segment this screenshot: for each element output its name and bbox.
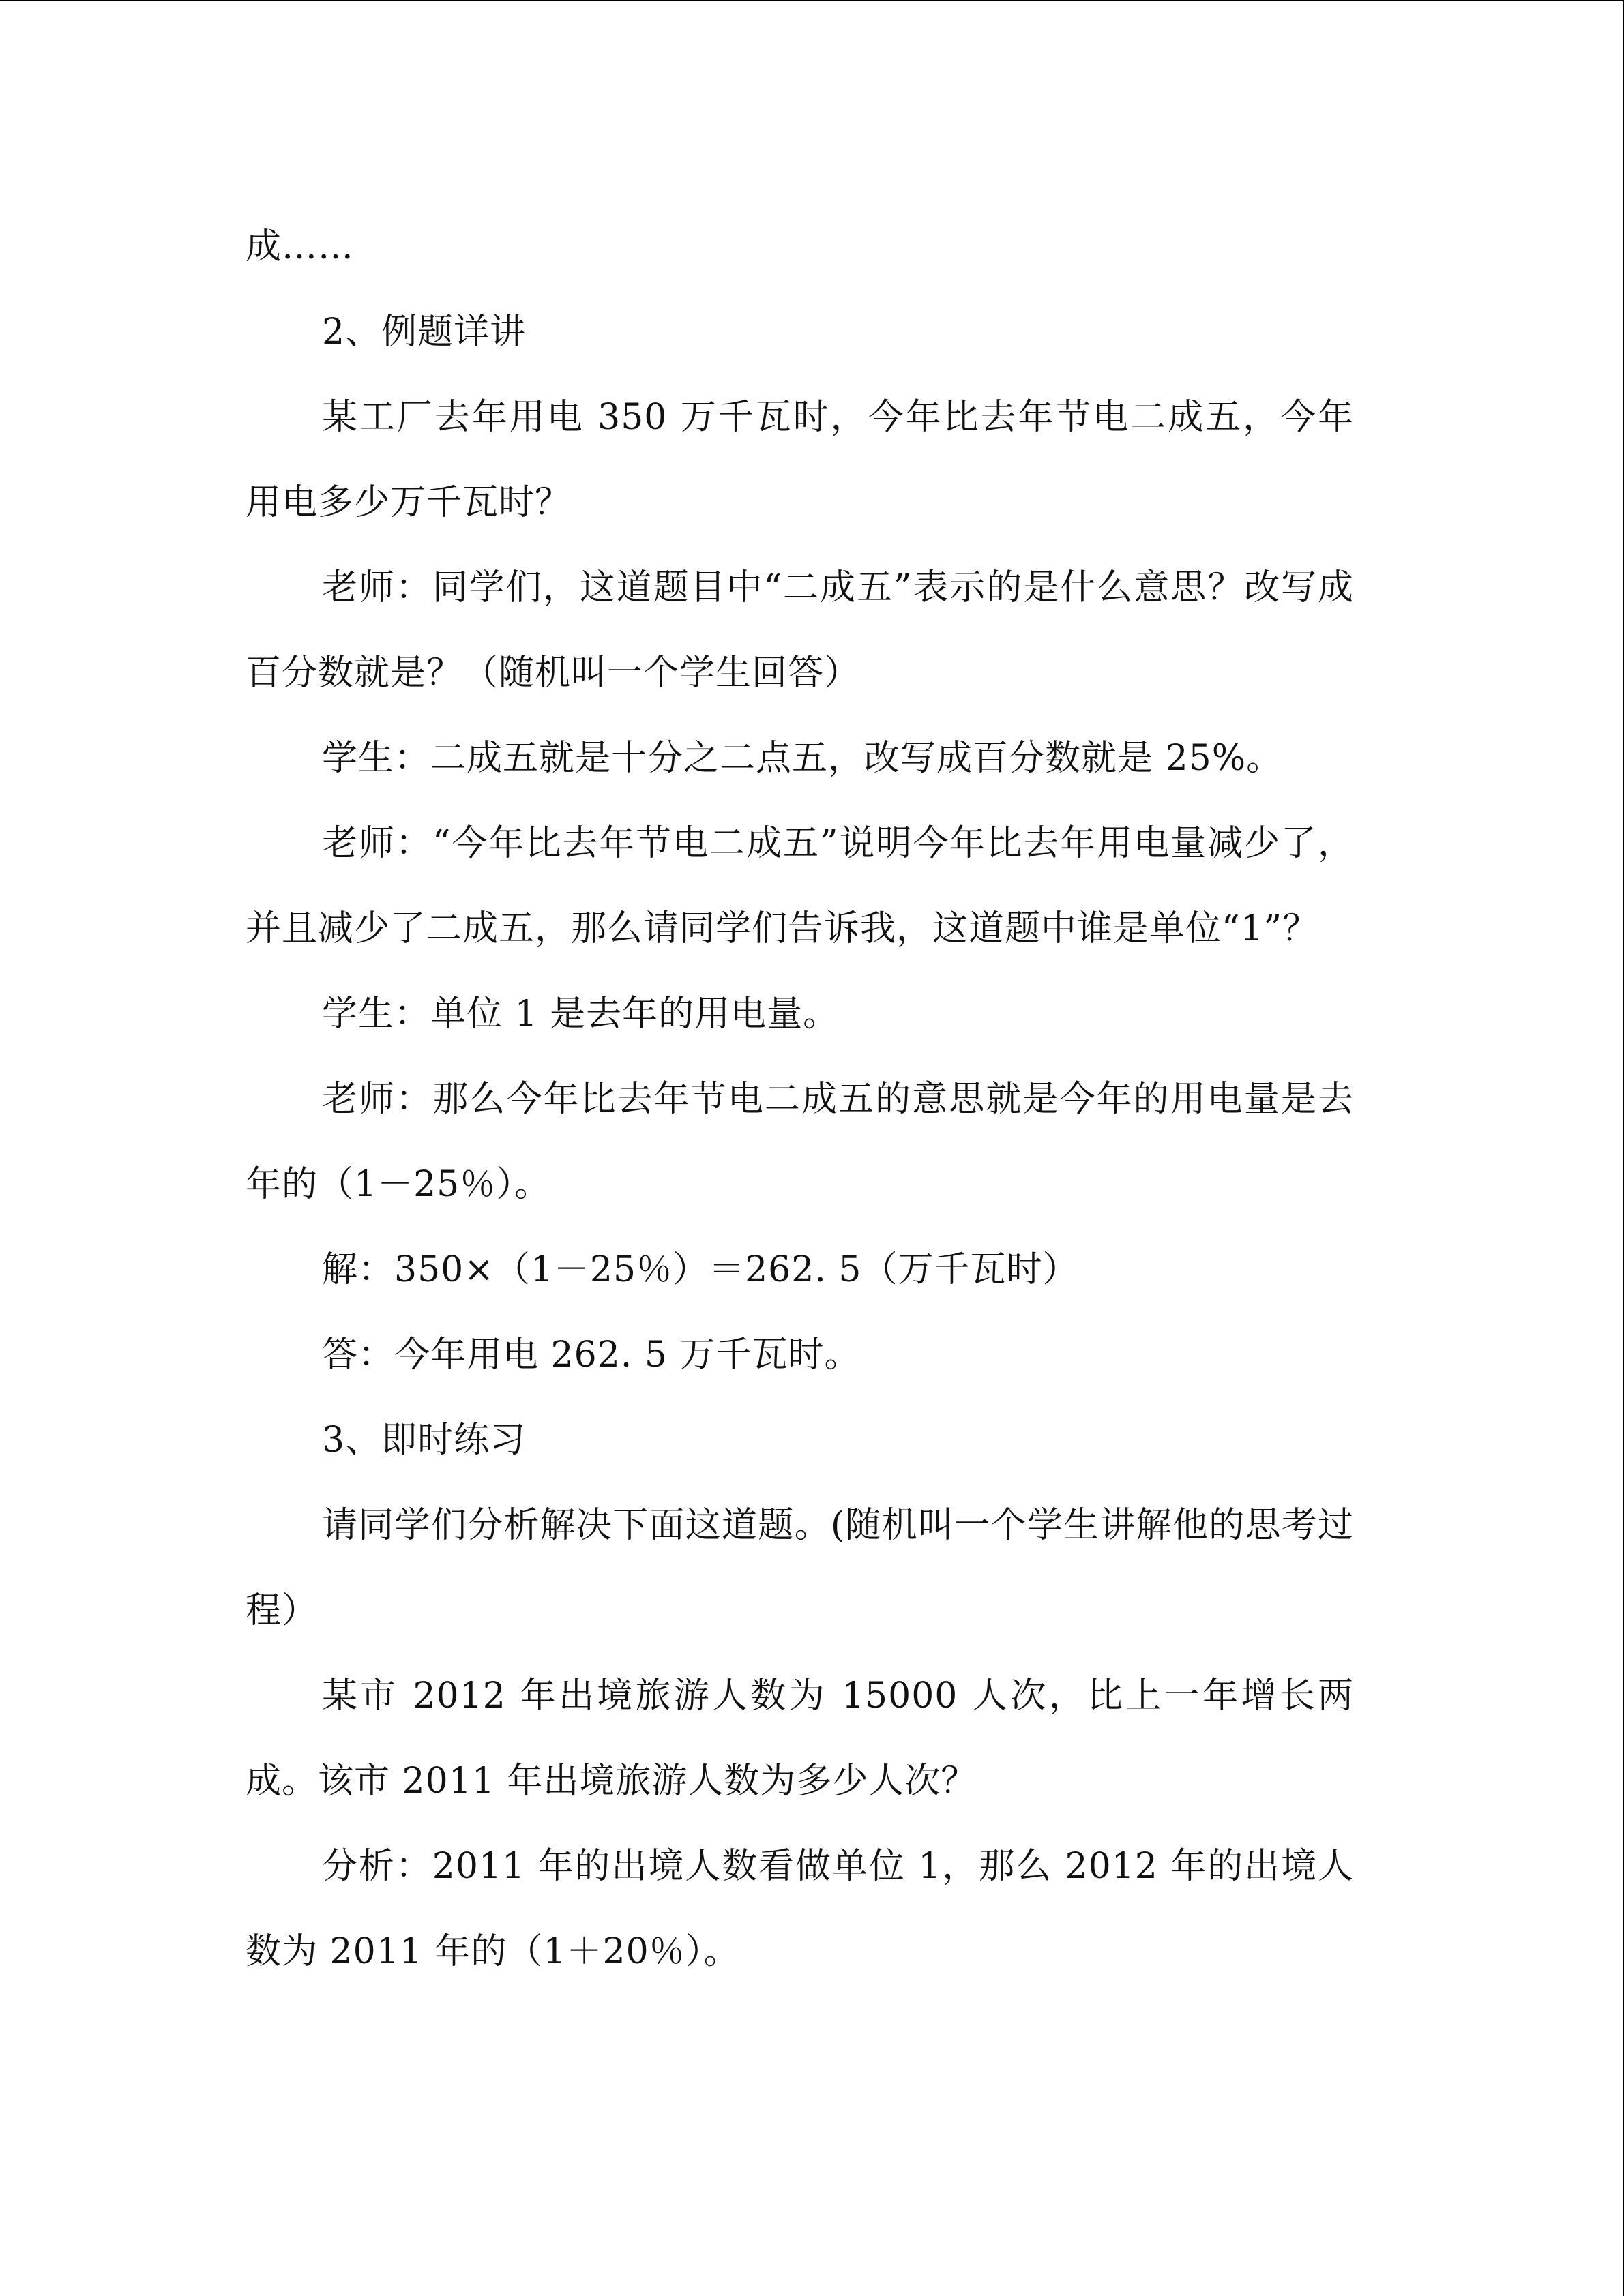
dialogue-teacher-unit-question: 老师：“今年比去年节电二成五”说明今年比去年用电量减少了，并且减少了二成五，那么请同学们告诉我，这道题中谁是单位“1”？ [246, 823, 1354, 949]
document-body [246, 205, 1354, 1995]
dialogue-teacher-question: 老师：同学们，这道题目中“二成五”表示的是什么意思？改写成百分数就是？（随机叫一个学生回答） [246, 567, 1354, 694]
dialogue-student-unit-answer: 学生：单位 1 是去年的用电量。 [322, 994, 840, 1034]
practice-problem: 某市 2012 年出境旅游人数为 15000 人次，比上一年增长两成。该市 2011 年出境旅游人数为多少人次？ [246, 1675, 1354, 1802]
dialogue-student-answer: 学生：二成五就是十分之二点五，改写成百分数就是 25%。 [322, 738, 1283, 779]
section-heading-example: 2、例题详讲 [322, 312, 527, 353]
dialogue-teacher-explanation: 老师：那么今年比去年节电二成五的意思就是今年的用电量是去年的（1－25％）。 [246, 1079, 1354, 1205]
practice-instruction: 请同学们分析解决下面这道题。(随机叫一个学生讲解他的思考过程） [246, 1505, 1354, 1631]
section-heading-practice: 3、即时练习 [322, 1420, 527, 1461]
paragraph-continuation: 成…… [246, 226, 355, 267]
practice-analysis: 分析：2011 年的出境人数看做单位 1，那么 2012 年的出境人数为 2011 年的（1＋20％）。 [246, 1846, 1354, 1972]
solution-line: 解：350×（1－25％）＝262. 5（万千瓦时） [322, 1249, 1079, 1290]
answer-line: 答：今年用电 262. 5 万千瓦时。 [322, 1335, 861, 1375]
example-problem: 某工厂去年用电 350 万千瓦时，今年比去年节电二成五，今年用电多少万千瓦时？ [246, 397, 1354, 523]
